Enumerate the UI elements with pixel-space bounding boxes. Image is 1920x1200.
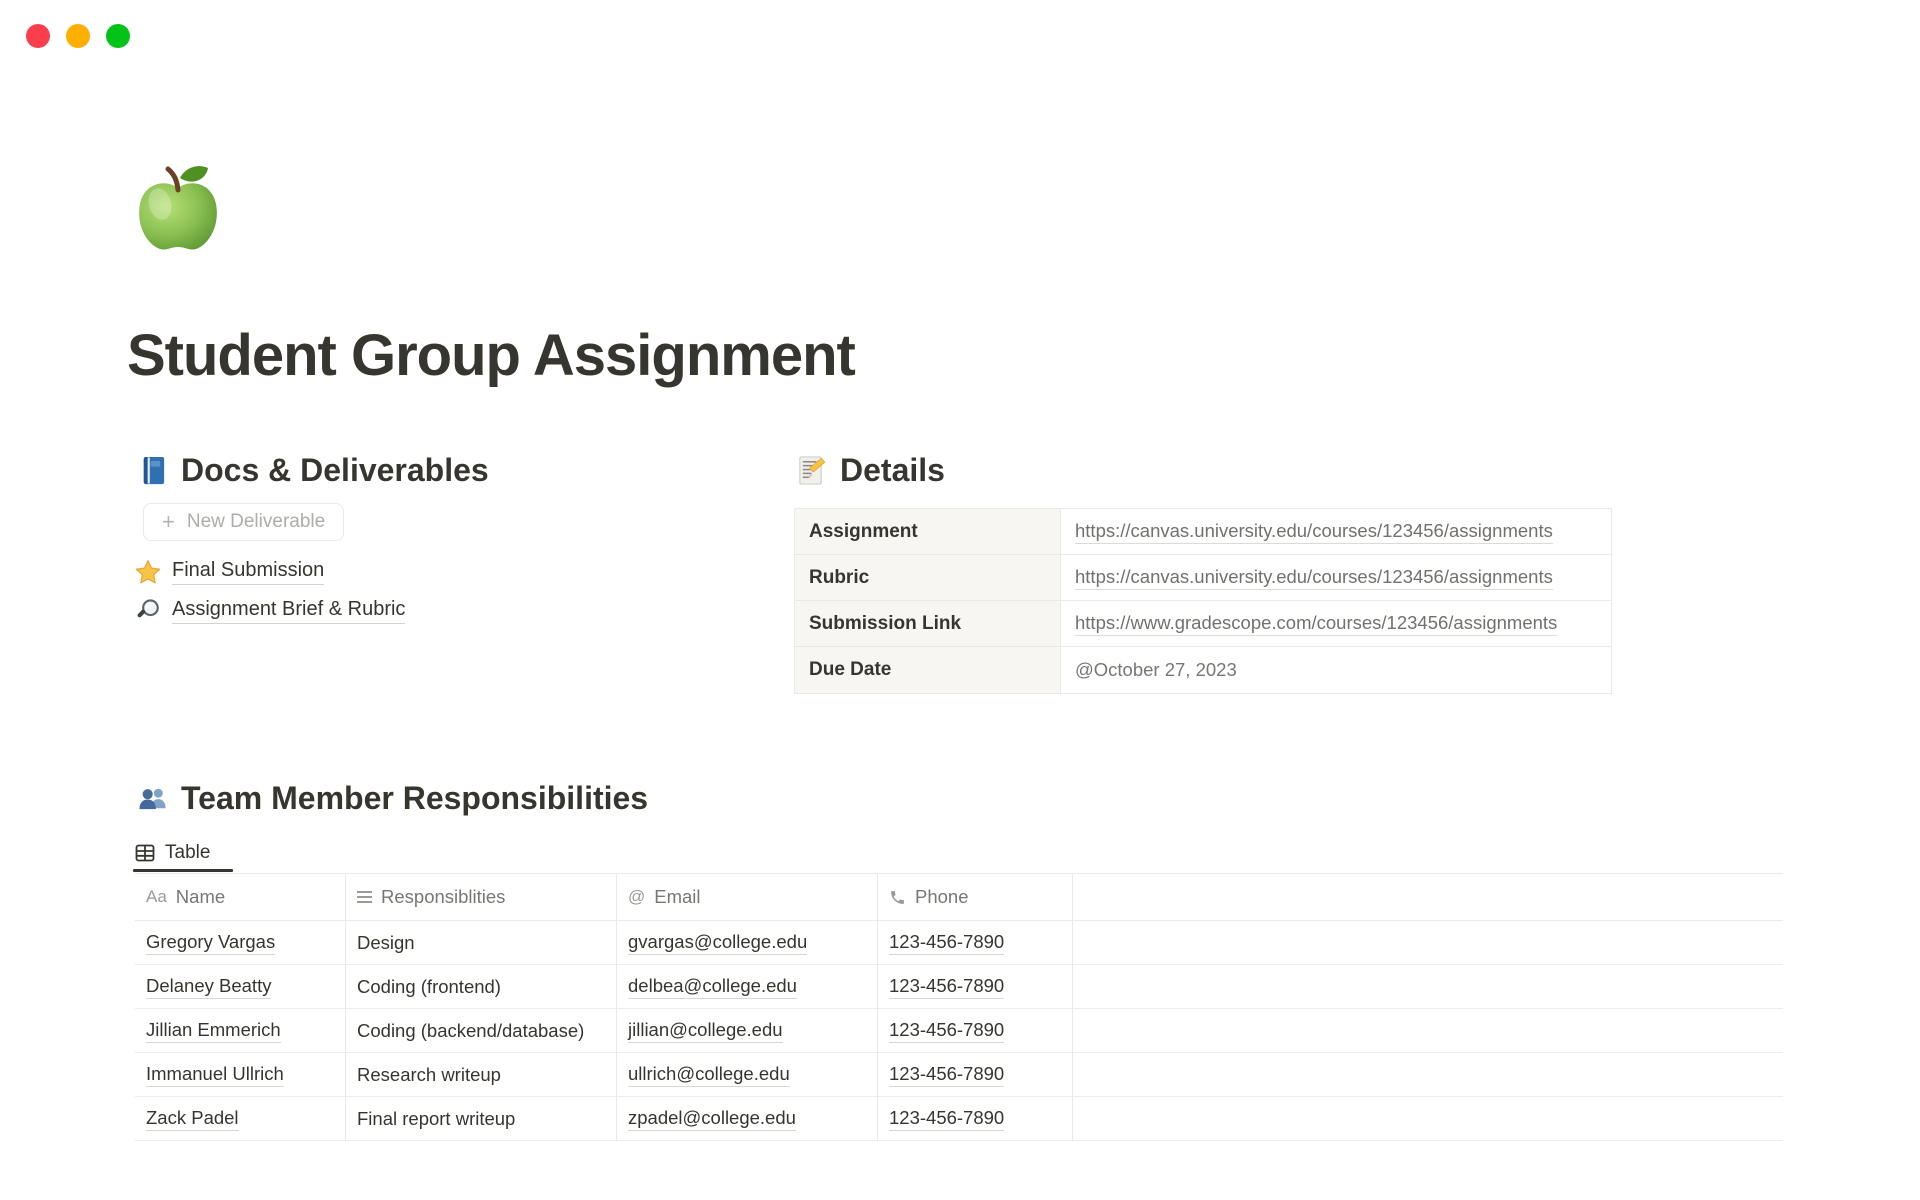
zoom-window-button[interactable] [106,24,130,48]
cell-responsibilities[interactable]: Coding (backend/database) [346,1009,617,1053]
link-assignment-brief-rubric[interactable] [135,596,405,626]
cell-responsibilities[interactable]: Final report writeup [346,1097,617,1141]
column-header-phone-label: Phone [915,886,969,907]
minimize-window-button[interactable] [66,24,90,48]
active-tab-underline [133,869,233,872]
details-row-assignment [795,509,1611,555]
cell-empty [1073,1097,1783,1141]
plus-icon: + [162,509,175,534]
cell-name[interactable]: Jillian Emmerich [135,1009,346,1053]
table-row [135,921,1783,965]
cell-name[interactable]: Immanuel Ullrich [135,1053,346,1097]
link-final-submission-label: Final Submission [172,559,324,585]
cell-phone[interactable]: 123-456-7890 [878,1053,1073,1097]
cell-name[interactable]: Gregory Vargas [135,921,346,965]
table-row [135,1009,1783,1053]
details-row-submission-link [795,601,1611,647]
details-row-rubric [795,555,1611,601]
details-heading [794,452,1612,489]
phone-property-icon [889,889,906,906]
cell-empty [1073,1009,1783,1053]
details-label: Assignment [795,509,1061,554]
cell-email[interactable]: delbea@college.edu [617,965,878,1009]
busts-in-silhouette-icon [135,782,169,816]
cell-responsibilities[interactable]: Coding (frontend) [346,965,617,1009]
cell-empty [1073,1053,1783,1097]
table-row [135,1053,1783,1097]
text-property-icon [357,891,372,903]
submission-url-link[interactable]: https://www.gradescope.com/courses/123456/assignments [1075,612,1557,636]
docs-deliverables-heading-label: Docs & Deliverables [181,452,489,488]
details-label: Rubric [795,555,1061,600]
due-date-mention[interactable]: @October 27, 2023 [1075,659,1237,680]
cell-name[interactable]: Zack Padel [135,1097,346,1141]
cell-phone[interactable]: 123-456-7890 [878,1097,1073,1141]
team-heading [135,780,648,817]
close-window-button[interactable] [26,24,50,48]
cell-phone[interactable]: 123-456-7890 [878,1009,1073,1053]
column-header-empty [1073,874,1783,921]
magnifying-glass-icon [135,598,161,624]
assignment-url-link[interactable]: https://canvas.university.edu/courses/123456/assignments [1075,520,1553,544]
column-header-responsibilities[interactable] [346,874,617,921]
cell-phone[interactable]: 123-456-7890 [878,921,1073,965]
cell-email[interactable]: zpadel@college.edu [617,1097,878,1141]
cell-empty [1073,921,1783,965]
column-header-email-label: Email [654,886,701,907]
table-row [135,1097,1783,1141]
details-row-due-date [795,647,1611,693]
cell-responsibilities[interactable]: Research writeup [346,1053,617,1097]
cell-email[interactable]: ullrich@college.edu [617,1053,878,1097]
details-section [794,452,1612,694]
new-deliverable-button-label: New Deliverable [186,511,326,532]
docs-deliverables-heading [135,452,775,489]
cell-empty [1073,965,1783,1009]
new-deliverable-button[interactable] [143,503,344,541]
deliverable-links [135,557,775,626]
green-apple-icon [130,160,226,256]
table-grid-icon [135,843,155,863]
page-icon-green-apple[interactable] [130,160,226,256]
details-label: Due Date [795,647,1061,693]
details-label: Submission Link [795,601,1061,646]
cell-email[interactable]: gvargas@college.edu [617,921,878,965]
link-assignment-brief-rubric-label: Assignment Brief & Rubric [172,598,405,624]
cell-email[interactable]: jillian@college.edu [617,1009,878,1053]
window-controls [26,24,130,48]
team-section-heading-wrap [135,780,648,817]
docs-deliverables-section [135,452,775,626]
column-header-name[interactable] [135,874,346,921]
page-title[interactable]: Student Group Assignment [127,323,855,388]
team-table-header [135,874,1783,921]
column-header-email[interactable] [617,874,878,921]
column-header-phone[interactable] [878,874,1073,921]
memo-icon [794,454,828,488]
star-icon [135,559,161,585]
title-property-icon: Aa [146,887,167,906]
team-table [135,874,1783,1141]
column-header-responsibilities-label: Responsiblities [381,886,506,907]
tab-table-label: Table [165,842,211,863]
link-final-submission[interactable] [135,557,324,587]
rubric-url-link[interactable]: https://canvas.university.edu/courses/123456/assignments [1075,566,1553,590]
email-property-icon: @ [628,887,646,906]
cell-name[interactable]: Delaney Beatty [135,965,346,1009]
cell-responsibilities[interactable]: Design [346,921,617,965]
cell-phone[interactable]: 123-456-7890 [878,965,1073,1009]
blue-book-icon [135,454,169,488]
tab-table-view[interactable] [135,838,210,868]
column-header-name-label: Name [175,886,226,907]
team-heading-label: Team Member Responsibilities [181,780,649,816]
details-table [794,508,1612,694]
table-row [135,965,1783,1009]
details-heading-label: Details [840,452,945,488]
